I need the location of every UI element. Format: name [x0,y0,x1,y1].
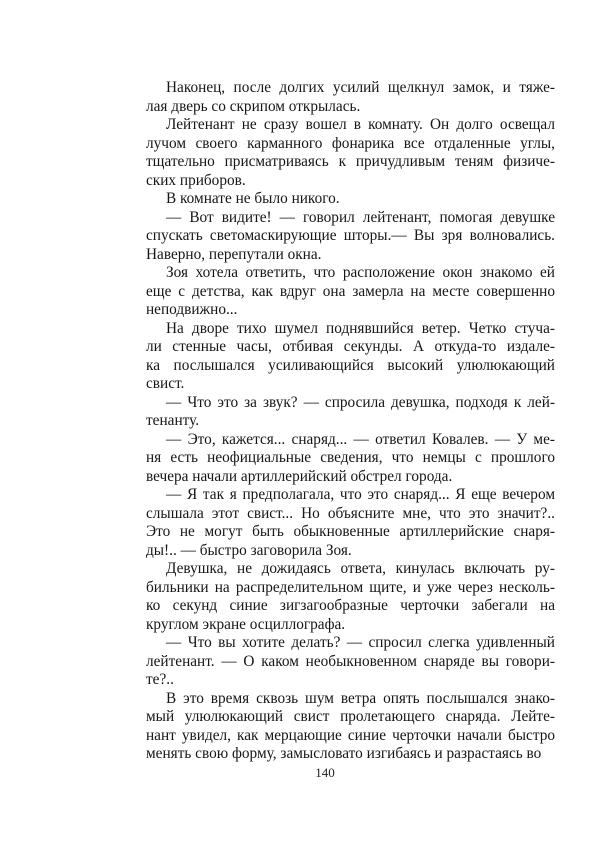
text-line: те?.. [146,671,174,688]
text-line: слышала этот свист... Но объясните мне, что это значит?.. [146,504,555,522]
text-line: — Что вы хотите делать? — спросил слегка удивленный [166,634,555,651]
paragraph [146,690,555,764]
text-line: — Я так я предполагала, что это снаряд... Я еще вечером [166,486,555,503]
text-line: ка послышался усиливающийся высокий улюлюкающий [146,356,555,374]
paragraph [146,634,555,690]
text-line: свист. [146,375,185,392]
paragraph [146,209,555,265]
text-line: тенанту. [146,412,200,429]
text-line: вечера начали артиллерийский обстрел города. [146,467,453,485]
text-line: ли стенные часы, отбивая секунды. А откуда-то издале- [146,338,555,355]
body-text [146,79,555,764]
text-line: нант увидел, как мерцающие синие черточки начали быстро [146,726,555,744]
paragraph [146,116,555,190]
text-line: — Вот видите! — говорил лейтенант, помогая девушке [166,208,555,226]
paragraph [146,486,555,560]
text-line: ня есть неофициальные сведения, что немцы с прошлого [146,449,555,466]
text-line: лая дверь со скрипом открылась. [146,97,361,115]
paragraph [146,560,555,634]
text-line: еще с детства, как вдруг она замерла на месте совершенно [146,282,555,300]
text-line: лейтенант. — О каком необыкновенном снаряде вы говори- [146,652,555,670]
text-line: ских приборов. [146,171,246,189]
paragraph [146,320,555,394]
text-line: ко секунд синие зигзагообразные черточки забегали на [146,597,555,614]
text-line: бильники на распределительном щите, и уже через несколь- [146,578,555,596]
paragraph [146,431,555,487]
text-line: В комнате не было никого. [166,190,340,207]
text-line: Наконец, после долгих усилий щелкнул замок, и тяже- [166,79,555,96]
paragraph [146,190,555,209]
text-line: Лейтенант не сразу вошел в комнату. Он долго освещал [166,116,555,133]
text-line: Наверно, перепутали окна. [146,245,322,263]
text-line: менять свою форму, замысловато изгибаясь и разрастаясь во [146,745,542,762]
paragraph [146,264,555,320]
text-line: круглом экране осциллографа. [146,615,346,633]
text-line: лучом своего карманного фонарика все отдаленные углы, [146,134,555,152]
text-line: ды!.. — быстро заговорила Зоя. [146,541,352,559]
text-line: спускать светомаскирующие шторы.— Вы зря волновались. [146,227,555,244]
text-line: Зоя хотела ответить, что расположение окон знакомо ей [166,264,555,281]
text-line: — Что это за звук? — спросила девушка, подходя к лей- [166,393,555,411]
text-line: В это время сквозь шум ветра опять послышался знако- [166,689,555,707]
page-number: 140 [315,765,335,780]
text-line: тщательно присматриваясь к причудливым теням физиче- [146,153,555,170]
text-line: неподвижно... [146,301,238,318]
text-line: Это не могут быть обыкновенные артиллерийские снаря- [146,523,555,540]
paragraph [146,394,555,431]
paragraph [146,79,555,116]
text-line: Девушка, не дожидаясь ответа, кинулась включать ру- [166,560,555,577]
text-line: На дворе тихо шумел поднявшийся ветер. Четко стуча- [166,319,555,337]
text-line: — Это, кажется... снаряд... — ответил Ковалев. — У ме- [166,430,555,448]
text-line: мый улюлюкающий свист пролетающего снаряда. Лейте- [146,708,555,725]
